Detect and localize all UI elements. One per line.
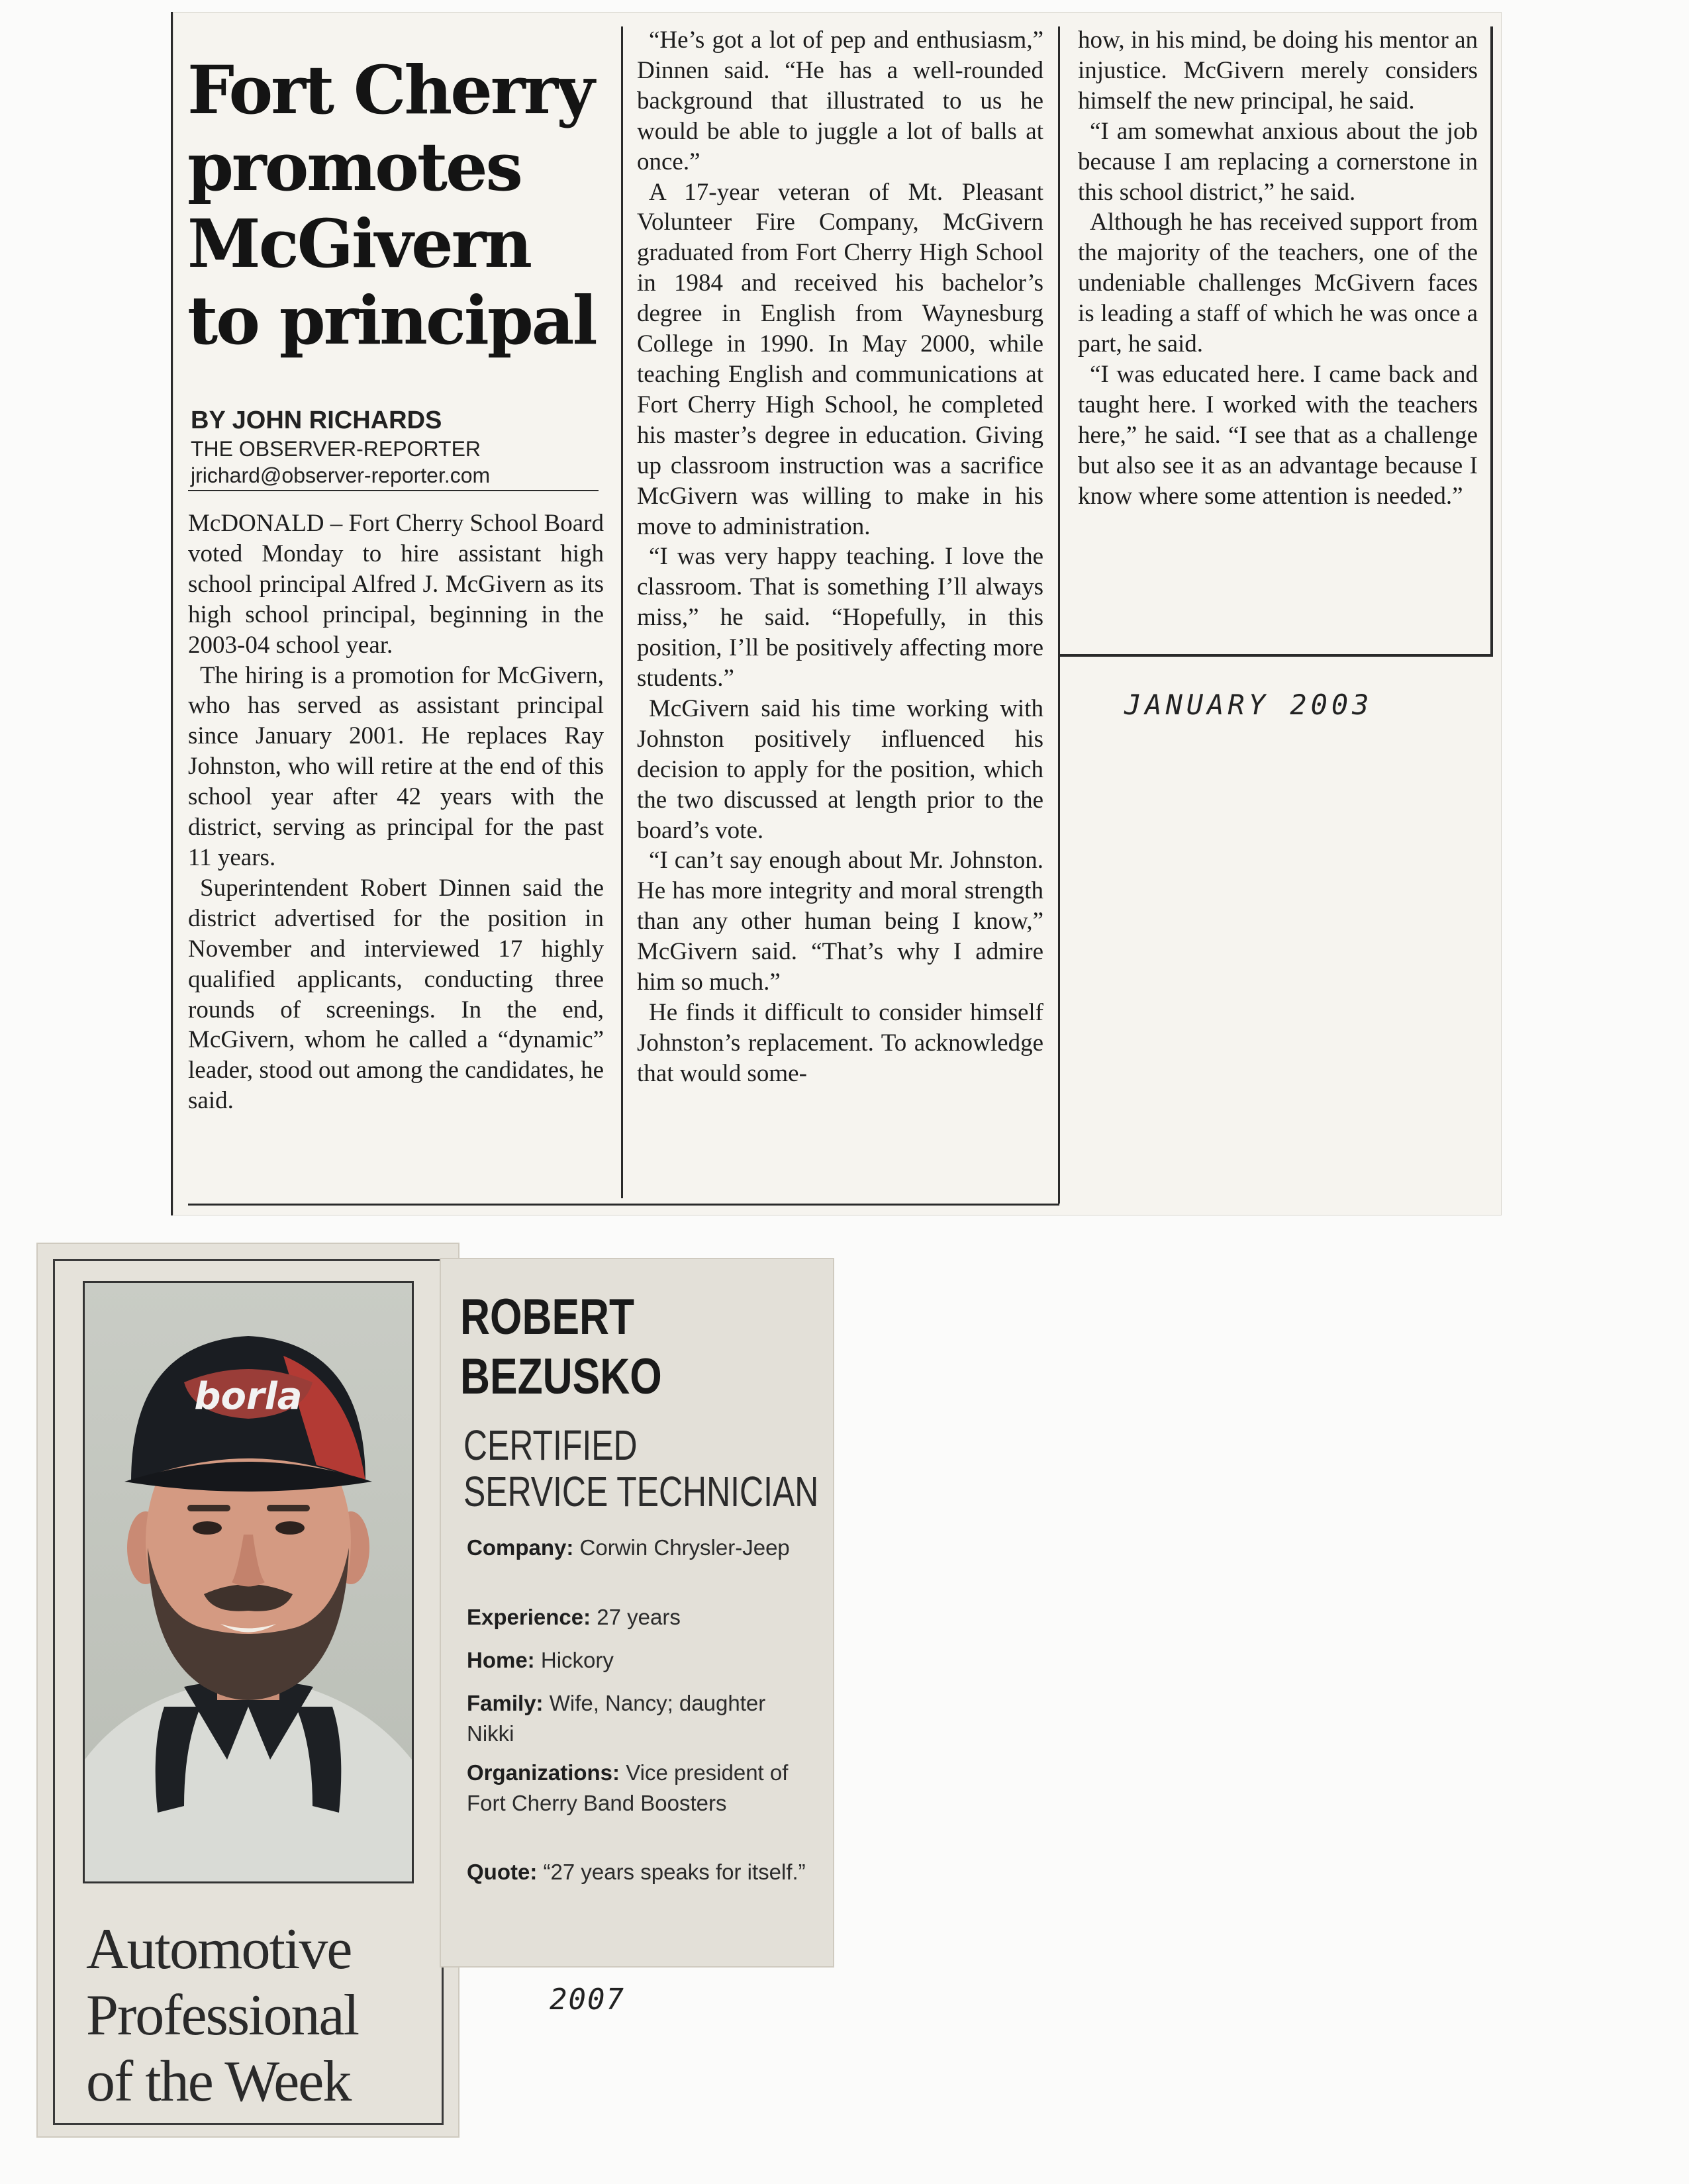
headline-line: promotes [187,128,521,206]
box-bottom-rule-right [1058,654,1493,657]
fact-label: Organizations: [467,1760,620,1785]
paragraph: McDONALD – Fort Cherry School Board voted Monday to hire assistant high school principal Alfred J. McGivern as its high school principal, beginning in the 2003-04 school year. [188,510,604,659]
portrait-photo [83,1281,414,1883]
article-column-3 [1078,25,1478,512]
fact-label: Family: [467,1691,544,1715]
fact-label: Experience: [467,1605,591,1629]
portrait-illustration [85,1283,412,1881]
fact-label: Company: [467,1535,574,1560]
fact-value: Vice president of Fort Cherry Band Boosters [467,1760,789,1815]
role-line: SERVICE TECHNICIAN [463,1468,819,1515]
name-line: BEZUSKO [460,1349,662,1405]
article-column-2 [637,25,1043,1089]
headline-line: McGivern [187,205,531,283]
box-bottom-rule-left [188,1204,1059,1206]
headline-line: Fort Cherry [187,51,593,129]
paragraph: “I was educated here. I came back and taught here. I worked with the teachers here,” he said. “I see that as a challenge but also see it as an advantage because I know where some attention is needed.” [1078,360,1478,510]
byline-rule [188,490,599,491]
paragraph: He finds it difficult to consider himself Johnston’s replacement. To acknowledge that would some- [637,999,1043,1087]
box-right-rule-top [1490,26,1493,654]
byline-publication: THE OBSERVER-REPORTER [191,437,481,461]
column-rule-2 [1058,26,1060,1204]
fact-value: Wife, Nancy; daughter Nikki [467,1691,766,1746]
fact-value: Hickory [540,1648,614,1672]
fact-label: Home: [467,1648,535,1672]
fact-label: Quote: [467,1860,538,1884]
byline-author: BY JOHN RICHARDS [191,406,442,434]
fact-organizations [467,1758,811,1819]
name-line: ROBERT [460,1289,635,1345]
paragraph: “I am somewhat anxious about the job because I am replacing a cornerstone in this school district,” he said. [1078,117,1478,206]
headline-line: to principal [187,281,596,359]
profile-section-title [86,1917,457,2115]
byline-email: jrichard@observer-reporter.com [191,463,491,487]
fact-quote [467,1857,811,1887]
fact-family [467,1688,811,1749]
cap-logo-text: borla [194,1375,303,1418]
paragraph: Superintendent Robert Dinnen said the district advertised for the position in November and interviewed 17 highly qualified applicants, conducting three rounds of screenings. In the end, McGivern, whom he called a “dynamic” leader, stood out among the candidates, he said. [188,874,604,1115]
handwritten-date: JANUARY 2003 [1124,688,1373,721]
role-line: CERTIFIED [463,1421,638,1469]
paragraph: how, in his mind, be doing his mentor an injustice. McGivern merely considers himself the new principal, he said. [1078,26,1478,115]
fact-experience [467,1602,811,1633]
handwritten-year: 2007 [550,1983,625,2017]
profile-role [463,1421,819,1515]
paragraph: A 17-year veteran of Mt. Pleasant Volunteer Fire Company, McGivern graduated from Fort Cherry High School in 1984 and received his bachelor’s degree in English from Waynesburg College in 1990. In May 2000, while teaching English and communications at Fort Cherry High School, he completed his master’s degree in education. Giving up classroom instruction was a sacrifice McGivern was willing to make in his move to administration. [637,178,1043,540]
profile-name [460,1288,742,1407]
paragraph: The hiring is a promotion for McGivern, who has served as assistant principal since January 2001. He replaces Ray Johnston, who will retire at the end of this school year after 42 years with the district, serving as principal for the past 11 years. [188,661,604,871]
article-column-1 [188,508,604,1116]
fact-value: 27 years [597,1605,681,1629]
fact-value: “27 years speaks for itself.” [543,1860,806,1884]
article-headline [187,52,598,359]
paragraph: Although he has received support from the majority of the teachers, one of the undeniable challenges McGivern faces is leading a staff of which he was once a part, he said. [1078,209,1478,358]
paragraph: McGivern said his time working with Johnston positively influenced his decision to apply for the position, which the two discussed at length prior to the board’s vote. [637,694,1043,844]
paragraph: “He’s got a lot of pep and enthusiasm,” Dinnen said. “He has a well-rounded background that illustrated to us he would be able to juggle a lot of balls at once.” [637,26,1043,175]
title-line: of the Week [86,2050,351,2114]
paragraph: “I can’t say enough about Mr. Johnston. He has more integrity and moral strength than any other human being I know,” McGivern said. “That’s why I admire him so much.” [637,847,1043,996]
paragraph: “I was very happy teaching. I love the classroom. That is something I’ll always miss,” he said. “Hopefully, in this position, I’ll be positively affecting more students.” [637,543,1043,692]
title-line: Professional [86,1983,359,2048]
fact-company [467,1533,811,1563]
fact-home [467,1645,811,1676]
column-rule-1 [621,26,623,1198]
fact-value: Corwin Chrysler-Jeep [579,1535,790,1560]
title-line: Automotive [86,1917,352,1981]
